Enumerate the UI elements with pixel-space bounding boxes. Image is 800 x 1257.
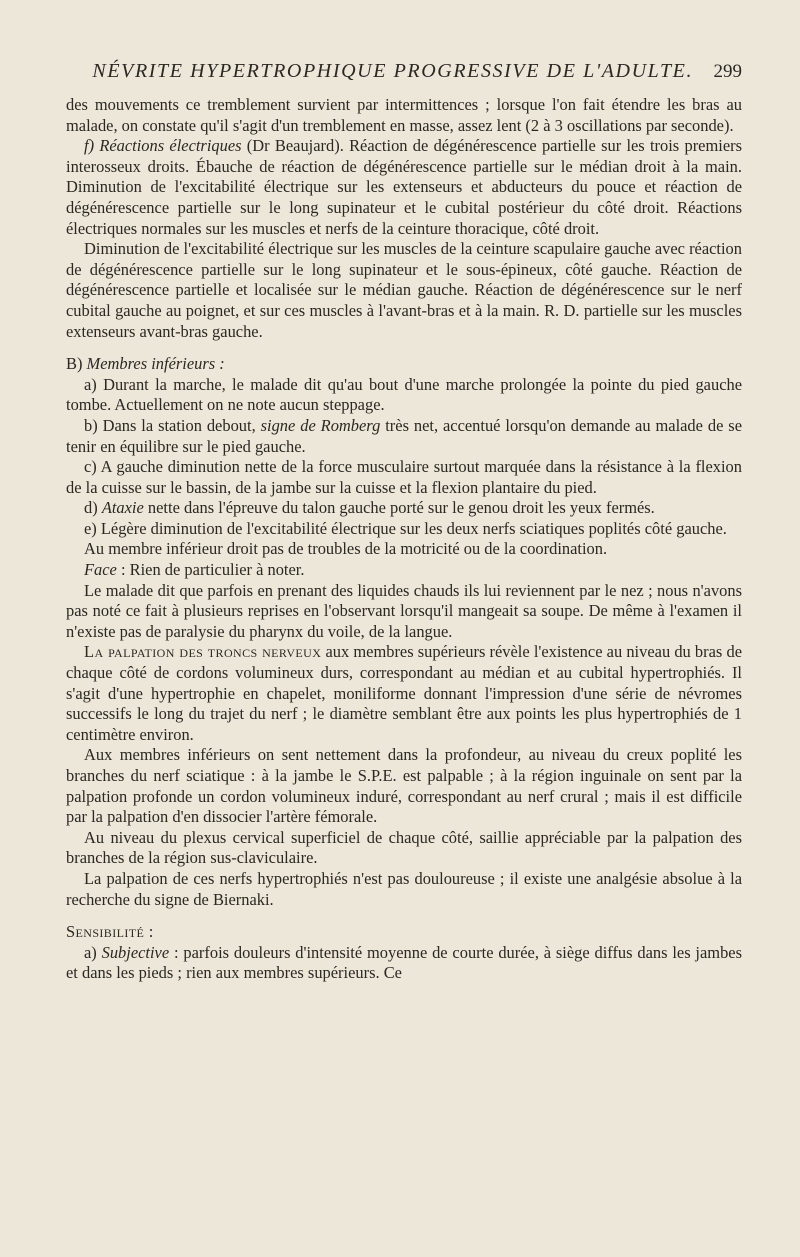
paragraph-reactions-electriques: f) Réactions électriques (Dr Beaujard). Réaction de dégénérescence partielle sur les trois premiers interosseux droits. Ébauche de réaction de dégénérescence partielle sur le médian droit à la main. Diminution de l'excitabilité électrique sur les extenseurs et abducteurs du pouce et réaction de dégénérescence partielle sur le long supinateur et le cubital postérieur du côté droit. Réactions électriques normales sur les muscles et nerfs de la ceinture thoracique, côté droit. [66, 136, 742, 238]
page-header [66, 60, 742, 83]
paragraph: Au membre inférieur droit pas de troubles de la motricité ou de la coordination. [84, 539, 608, 559]
paragraph: e) Légère diminution de l'excitabilité électrique sur les deux nerfs sciatiques poplités côté gauche. [84, 518, 727, 538]
paragraph: Diminution de l'excitabilité électrique sur les muscles de la ceinture scapulaire gauche avec réaction de dégénérescence partielle sur le long supinateur et le sous-épineux, côté gauche. Réaction de dégénérescence partielle et localisée sur le médian gauche. Réaction de dégénérescence sur le nerf cubital gauche au poignet, et sur ces muscles à l'avant-bras et à la main. R. D. partielle sur les muscles extenseurs avant-bras gauche. [66, 239, 742, 341]
section-heading-membres-inferieurs: B) Membres inférieurs : [66, 354, 225, 374]
paragraph: a) Subjective : parfois douleurs d'intensité moyenne de courte durée, à siège diffus dans les jambes et dans les pieds ; rien aux membres supérieurs. Ce [66, 942, 742, 983]
paragraph: d) Ataxie nette dans l'épreuve du talon gauche porté sur le genou droit les yeux fermés. [84, 498, 655, 518]
body-text [66, 95, 742, 984]
paragraph: a) Durant la marche, le malade dit qu'au bout d'une marche prolongée la pointe du pied gauche tombe. Actuellement on ne note aucun steppage. [66, 374, 742, 415]
page-number: 299 [713, 61, 742, 82]
subsection-label: f) Réactions électriques [84, 136, 242, 156]
paragraph: c) A gauche diminution nette de la force musculaire surtout marquée dans la résistance à la flexion de la cuisse sur le bassin, de la jambe sur la cuisse et la flexion plantaire du pied. [66, 457, 742, 497]
section-heading-sensibilite: Sensibilité : [66, 922, 154, 942]
paragraph-face: Face : Rien de particulier à noter. [84, 560, 305, 580]
paragraph: b) Dans la station debout, signe de Romberg très net, accentué lorsqu'on demande au malade de se tenir en équilibre sur le pied gauche. [66, 415, 742, 456]
paragraph: Le malade dit que parfois en prenant des liquides chauds ils lui reviennent par le nez ; nous n'avons pas noté ce fait à plusieurs reprises en l'observant lorsqu'il mangeait sa soupe. De même à l'examen il n'existe pas de paralysie du pharynx du voile, de la langue. [66, 580, 742, 641]
paragraph: La palpation de ces nerfs hypertrophiés n'est pas douloureuse ; il existe une analgésie absolue à la recherche du signe de Biernaki. [66, 868, 742, 909]
paragraph: Aux membres inférieurs on sent nettement dans la profondeur, au niveau du creux poplité les branches du nerf sciatique : à la jambe le S.P.E. est palpable ; à la région inguinale on sent par la palpation profonde un cordon volumineux induré, correspondant au nerf crural ; mais il est difficile par la palpation d'en dissocier l'artère fémorale. [66, 745, 742, 827]
running-title: NÉVRITE HYPERTROPHIQUE PROGRESSIVE DE L'ADULTE. [92, 60, 694, 82]
paragraph: Au niveau du plexus cervical superficiel de chaque côté, saillie appréciable par la palpation des branches de la région sus-claviculaire. [66, 827, 742, 868]
paragraph-palpation: La palpation des troncs nerveux aux membres supérieurs révèle l'existence au niveau du bras de chaque côté de cordons volumineux durs, correspondant au médian et au cubital hypertrophiés. Il s'agit d'une hypertrophie en chapelet, moniliforme donnant l'impression d'une série de névromes successifs le long du trajet du nerf ; le diamètre semblant être aux points les plus hypertrophiés de 1 centimètre environ. [66, 642, 742, 744]
paragraph: des mouvements ce tremblement survient par intermittences ; lorsque l'on fait étendre les bras au malade, on constate qu'il s'agit d'un tremblement en masse, assez lent (2 à 3 oscillations par seconde). [66, 95, 742, 135]
